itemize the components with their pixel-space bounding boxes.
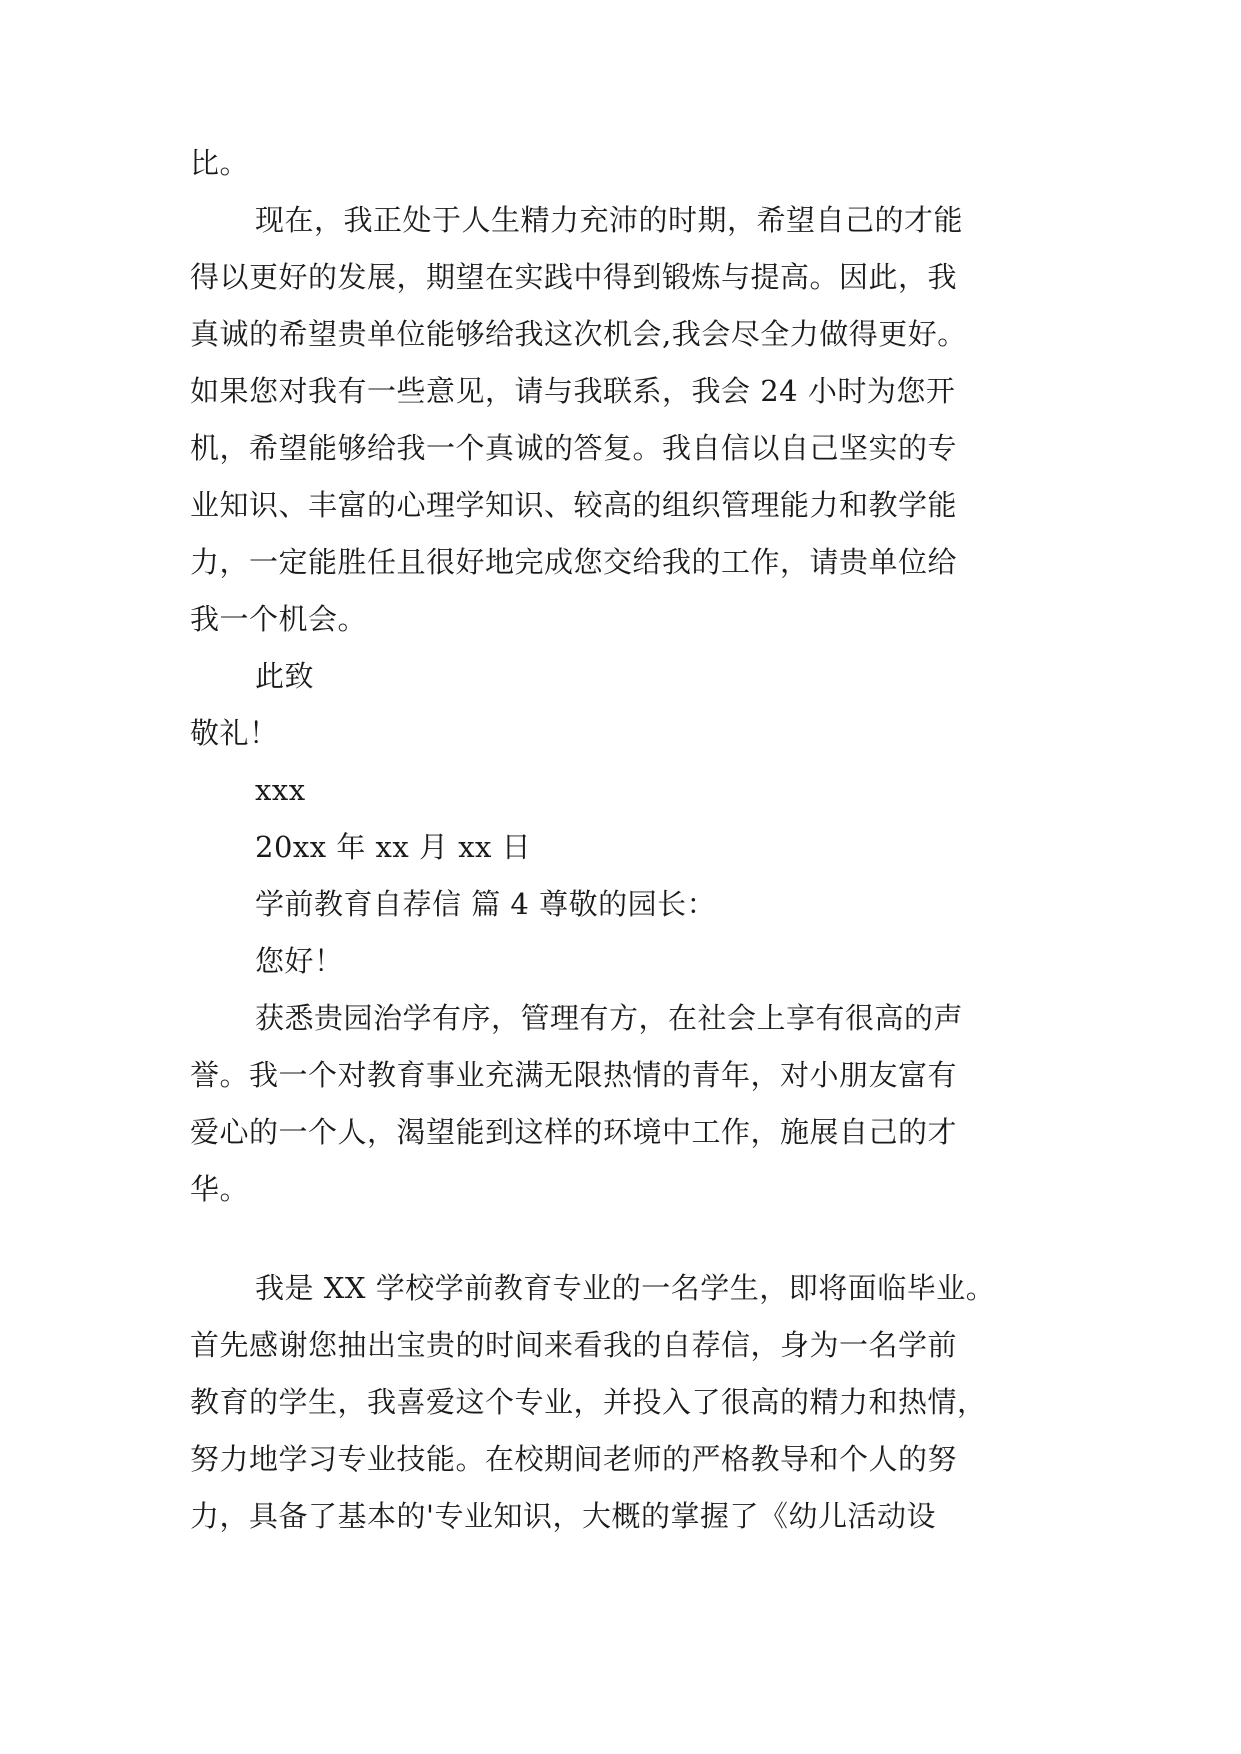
paragraph-line: 如果您对我有一些意见，请与我联系，我会 24 小时为您开 [190,374,956,408]
paragraph-line: 我一个机会。 [190,602,368,636]
text-line: 比。 [190,146,250,180]
paragraph-line: 得以更好的发展，期望在实践中得到锻炼与提高。因此，我 [190,260,958,294]
paragraph-line: 现在，我正处于人生精力充沛的时期，希望自己的才能 [255,203,964,237]
section-heading: 学前教育自荐信 篇 4 尊敬的园长： [255,887,717,921]
signature-date: 20xx 年 xx 月 xx 日 [255,830,532,864]
paragraph-line: 教育的学生，我喜爱这个专业，并投入了很高的精力和热情， [190,1385,987,1419]
closing-salutation: 此致 [255,659,315,693]
paragraph-line: 获悉贵园治学有序，管理有方，在社会上享有很高的声 [255,1001,964,1035]
closing-regards: 敬礼！ [190,716,279,750]
paragraph-line: 誉。我一个对教育事业充满无限热情的青年，对小朋友富有 [190,1058,958,1092]
paragraph-line: 首先感谢您抽出宝贵的时间来看我的自荐信，身为一名学前 [190,1328,958,1362]
paragraph-line: 华。 [190,1172,250,1206]
paragraph-line: 力，一定能胜任且很好地完成您交给我的工作，请贵单位给 [190,545,958,579]
paragraph-line: 业知识、丰富的心理学知识、较高的组织管理能力和教学能 [190,488,958,522]
paragraph-line: 真诚的希望贵单位能够给我这次机会,我会尽全力做得更好。 [190,317,967,351]
paragraph-line: 机，希望能够给我一个真诚的答复。我自信以自己坚实的专 [190,431,958,465]
greeting: 您好！ [255,944,344,978]
paragraph-line: 我是 XX 学校学前教育专业的一名学生，即将面临毕业。 [255,1271,996,1305]
signature-name: xxx [255,773,306,807]
paragraph-line: 力，具备了基本的'专业知识，大概的掌握了《幼儿活动设 [190,1499,936,1533]
paragraph-line: 努力地学习专业技能。在校期间老师的严格教导和个人的努 [190,1442,958,1476]
paragraph-line: 爱心的一个人，渴望能到这样的环境中工作，施展自己的才 [190,1115,958,1149]
